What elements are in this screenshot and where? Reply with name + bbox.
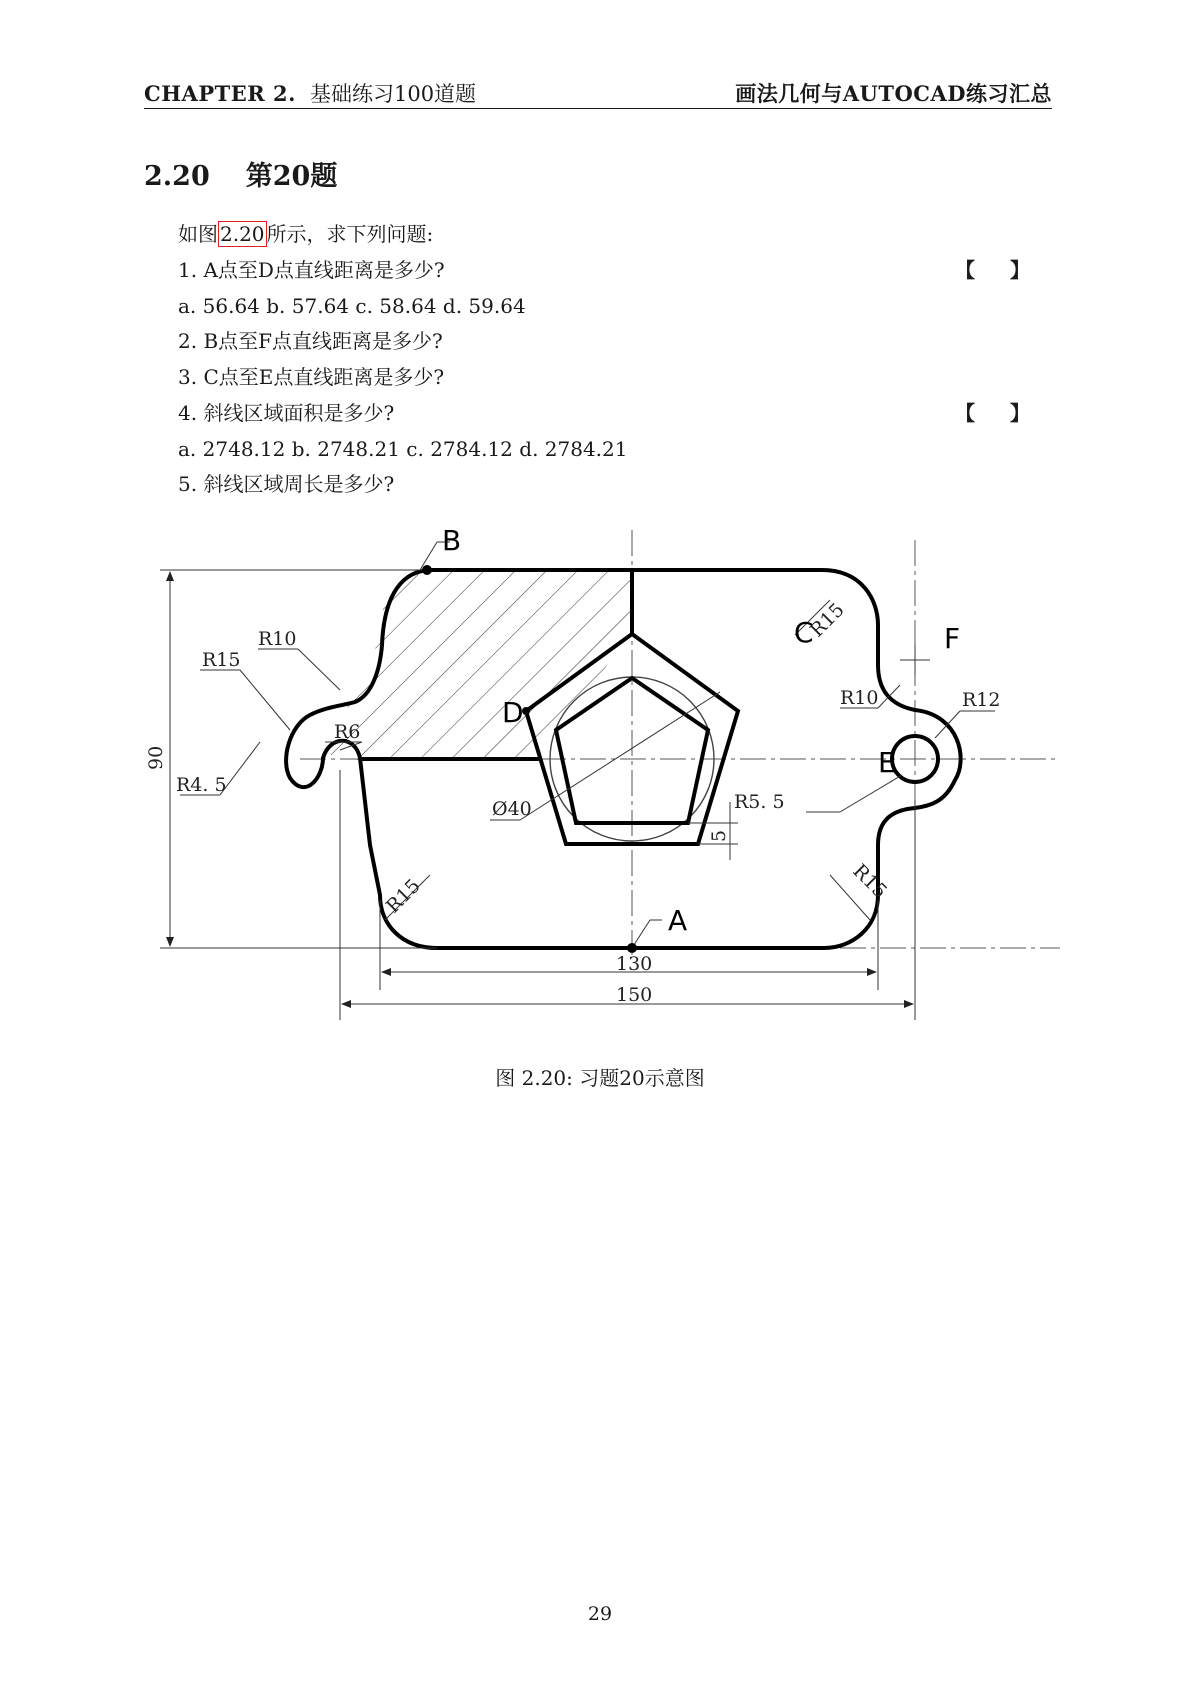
point-a-marker <box>627 943 637 953</box>
page-number: 29 <box>587 1603 613 1625</box>
section-title <box>144 154 337 193</box>
question-3: 3. C点至E点直线距离是多少? <box>178 365 445 389</box>
question-5: 5. 斜线区域周长是多少? <box>178 472 395 496</box>
dim-r10-right: R10 <box>840 687 879 709</box>
point-e-label: E <box>878 746 896 779</box>
dim-width-inner: 130 <box>616 953 653 975</box>
dim-five: 5 <box>708 829 730 842</box>
dim-width-lines <box>340 770 915 1020</box>
question-text: 1. A点至D点直线距离是多少? <box>178 258 445 282</box>
point-f-label: F <box>944 622 961 655</box>
header-rule <box>144 108 1052 109</box>
point-d-label: D <box>502 696 524 729</box>
dim-r12: R12 <box>962 689 1001 711</box>
technical-drawing <box>140 510 1060 1030</box>
question-4-options: a. 2748.12 b. 2748.21 c. 2784.12 d. 2784.21 <box>178 437 628 461</box>
answer-bracket: 【 】 <box>955 401 1044 425</box>
question-text: 4. 斜线区域面积是多少? <box>178 401 395 425</box>
question-1-options: a. 56.64 b. 57.64 c. 58.64 d. 59.64 <box>178 294 526 318</box>
intro-prefix: 如图 <box>178 222 218 246</box>
dim-r15-left: R15 <box>202 649 241 671</box>
dim-r10-left: R10 <box>258 628 297 650</box>
chapter-title: 基础练习100道题 <box>309 82 477 106</box>
point-a-label: A <box>668 904 688 937</box>
dim-diameter: Ø40 <box>492 798 532 820</box>
point-c-label: C <box>794 616 814 649</box>
caption-label: 图 2.20: <box>495 1066 573 1090</box>
question-4 <box>178 395 1058 431</box>
running-header-left <box>144 78 476 108</box>
point-b-marker <box>422 565 432 575</box>
answer-bracket: 【 】 <box>955 258 1044 282</box>
figure-caption <box>0 1062 1200 1091</box>
chapter-label: CHAPTER 2. <box>144 81 296 106</box>
intro-line <box>178 216 1058 252</box>
question-2: 2. B点至F点直线距离是多少? <box>178 329 443 353</box>
caption-text: 习题20示意图 <box>579 1066 705 1090</box>
dim-r5-5: R5. 5 <box>734 791 785 813</box>
question-block <box>178 216 1058 502</box>
running-header-right: 画法几何与AUTOCAD练习汇总 <box>735 81 1052 106</box>
section-name: 第20题 <box>245 161 338 192</box>
section-number: 2.20 <box>144 161 210 192</box>
dim-r15-bottom-right: R15 <box>848 859 892 903</box>
dim-r15-top-right: R15 <box>805 598 849 642</box>
figure-reference-link[interactable]: 2.20 <box>220 222 265 246</box>
dim-r15-bottom-left: R15 <box>381 874 425 918</box>
dim-r4-5: R4. 5 <box>176 774 227 796</box>
intro-suffix: 所示，求下列问题: <box>266 222 434 246</box>
dim-r6: R6 <box>334 721 361 743</box>
dim-width-outer: 150 <box>616 984 653 1006</box>
point-b-label: B <box>442 524 462 557</box>
dim-height: 90 <box>145 745 167 770</box>
question-1 <box>178 252 1058 288</box>
